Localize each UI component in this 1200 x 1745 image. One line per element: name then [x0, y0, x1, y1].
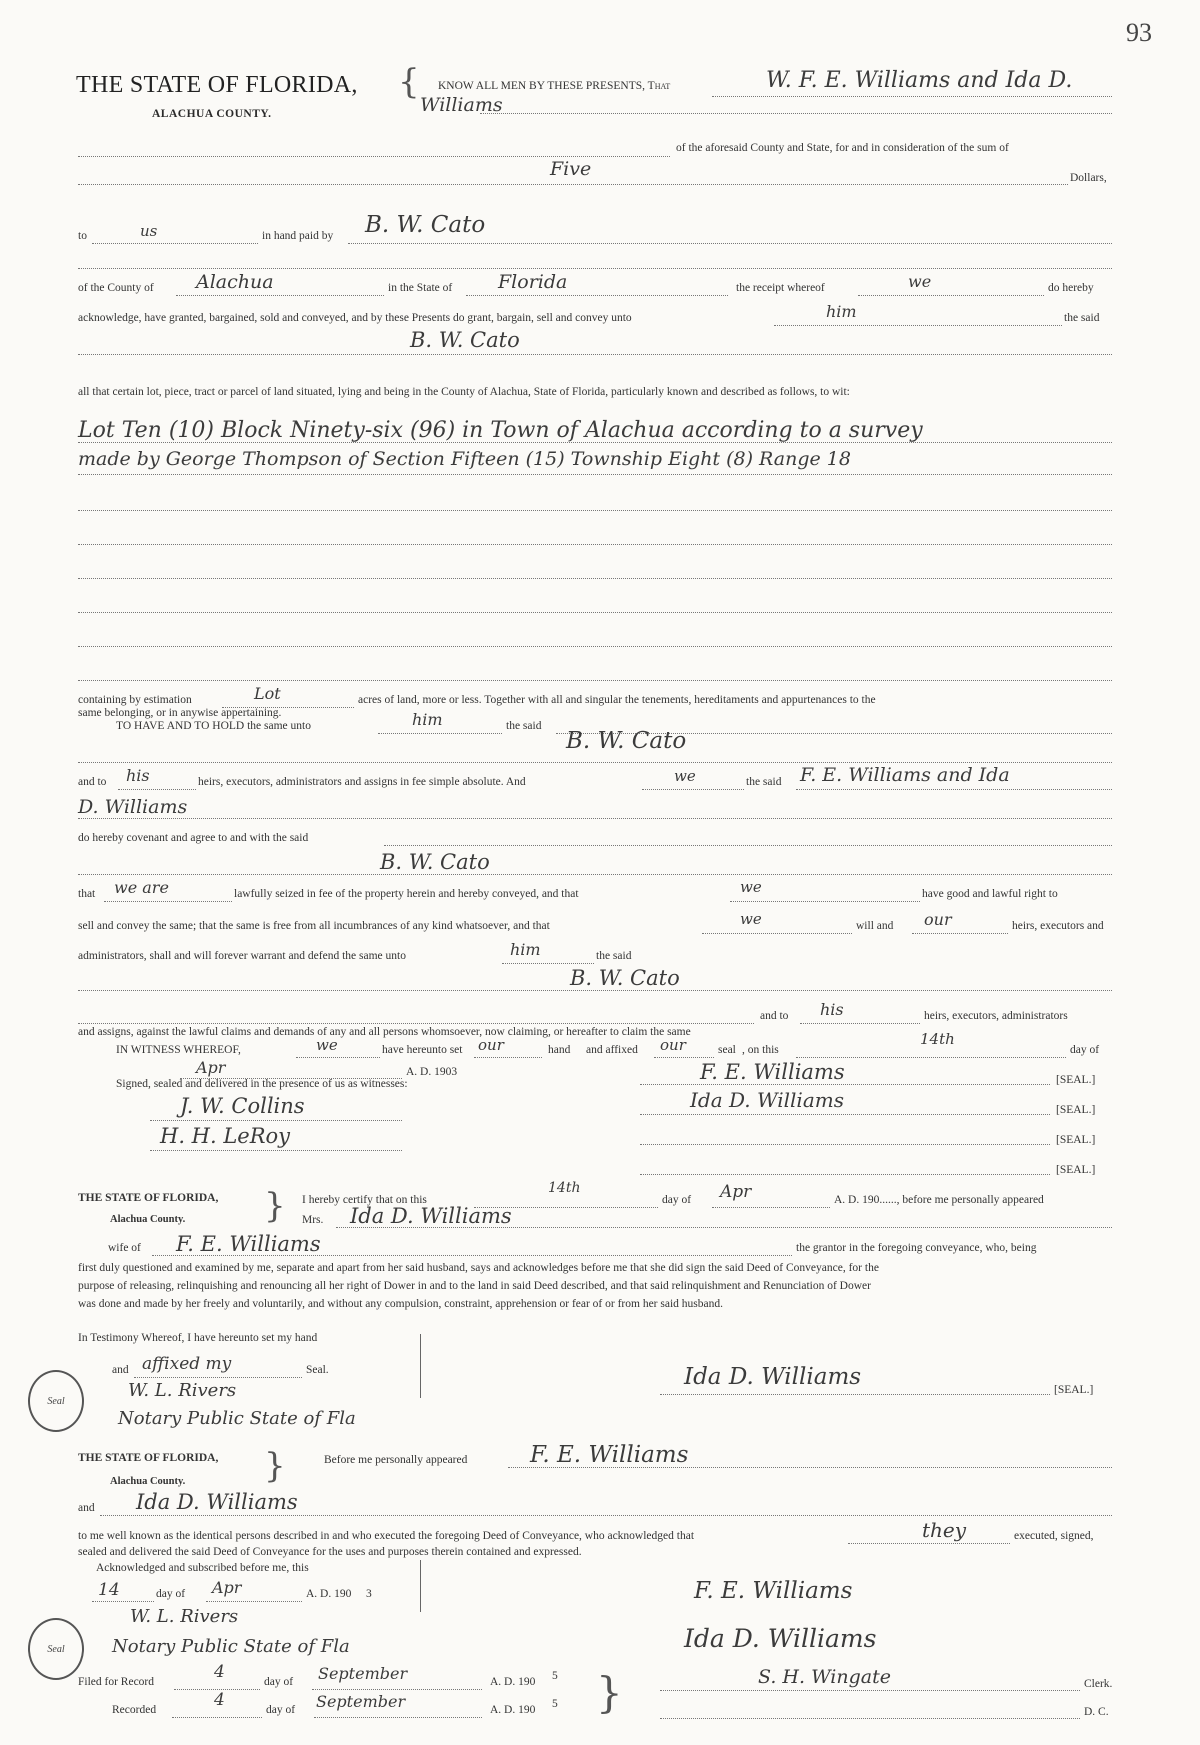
witness1-hw: J. W. Collins: [180, 1094, 305, 1118]
lawfully-text: lawfully seized in fee of the property herein and hereby conveyed, and that: [234, 888, 579, 900]
covenant-text: do hereby covenant and agree to and with the said: [78, 832, 309, 844]
same-belonging-text: same belonging, or in anywise appertaining.: [78, 707, 282, 719]
clerk-text: Clerk.: [1084, 1678, 1113, 1690]
in-hand-paid-text: in hand paid by: [262, 230, 334, 242]
ack-acknowledged: Acknowledged and subscribed before me, this: [96, 1562, 309, 1574]
ad-1903-text: A. D. 1903: [406, 1066, 458, 1078]
ack-state: THE STATE OF FLORIDA,: [78, 1452, 219, 1464]
the-said3-text: the said: [746, 776, 782, 788]
our-hand-hw: our: [478, 1036, 504, 1054]
that-text: that: [78, 888, 96, 900]
clerk-hw: S. H. Wingate: [758, 1666, 891, 1688]
ack-text-2: sealed and delivered the said Deed of Conveyance for the uses and purposes therein contained and expressed.: [78, 1546, 582, 1558]
the-said2-text: the said: [506, 720, 542, 732]
filed-ad: A. D. 190: [490, 1676, 536, 1688]
rec-ad: A. D. 190: [490, 1704, 536, 1716]
dower-notary-hw: W. L. Rivers: [128, 1380, 237, 1401]
ack-day-of: day of: [156, 1588, 186, 1600]
notary-seal-2: Seal: [28, 1618, 84, 1680]
state-title: THE STATE OF FLORIDA,: [76, 72, 358, 98]
filed-text: Filed for Record: [78, 1676, 155, 1688]
will-and-text: will and: [856, 920, 894, 932]
dower-day-of: day of: [662, 1194, 692, 1206]
dower-seal: Seal.: [306, 1364, 329, 1376]
acres-hw: Lot: [254, 684, 281, 703]
covenant-name-hw: B. W. Cato: [380, 850, 490, 874]
seal-label-2: [SEAL.]: [1056, 1104, 1096, 1116]
seal-text: seal: [718, 1044, 736, 1056]
containing-text: containing by estimation: [78, 694, 192, 706]
sum-hw: Five: [550, 158, 592, 180]
and-to-hw: his: [126, 766, 150, 785]
dower-grantor: the grantor in the foregoing conveyance, who, being: [796, 1242, 1037, 1254]
ack-text-1: to me well known as the identical persons described in and who executed the foregoing Deed of Conveyance, who acknowledged that: [78, 1530, 695, 1542]
heirs-exec3-text: heirs, executors, administrators: [924, 1010, 1068, 1022]
rec-day-hw: 4: [214, 1690, 225, 1710]
county-hw: Alachua: [196, 271, 274, 293]
filing-brace: }: [596, 1668, 623, 1717]
description-hw-1: Lot Ten (10) Block Ninety-six (96) in Town of Alachua according to a survey: [78, 418, 923, 443]
and-to-his-hw: his: [820, 1000, 844, 1019]
said-name4-hw: B. W. Cato: [570, 966, 680, 990]
to-have-text: TO HAVE AND TO HOLD the same unto: [116, 720, 311, 732]
ack-sig1-hw: F. E. Williams: [694, 1578, 853, 1604]
ack-sig2-hw: Ida D. Williams: [684, 1624, 877, 1653]
dower-county: Alachua County.: [110, 1214, 186, 1225]
and-hw: we: [674, 767, 696, 785]
brace: {: [398, 62, 420, 102]
defend-unto-hw: him: [510, 940, 541, 959]
dower-month-hw: Apr: [720, 1182, 752, 1202]
have-good-text: have good and lawful right to: [922, 888, 1058, 900]
receipt-hw: we: [908, 272, 932, 291]
dower-notary-title-hw: Notary Public State of Fla: [118, 1408, 356, 1429]
month-hw: Apr: [196, 1058, 226, 1077]
ack-brace: }: [264, 1446, 286, 1486]
and-affixed-text: and affixed: [586, 1044, 638, 1056]
dower-wife-hw: F. E. Williams: [176, 1232, 321, 1256]
dower-mrs-hw: Ida D. Williams: [350, 1204, 512, 1228]
ack-notary-hw: W. L. Rivers: [130, 1606, 239, 1627]
unto2-hw: him: [412, 710, 443, 729]
page-number: 93: [1126, 18, 1152, 47]
will-our-hw: our: [924, 910, 952, 929]
description-hw-2: made by George Thompson of Section Fifteen (15) Township Eight (8) Range 18: [78, 448, 851, 470]
dc-text: D. C.: [1084, 1706, 1109, 1718]
to-text: to: [78, 230, 87, 242]
filed-day-hw: 4: [214, 1662, 225, 1682]
administrators-text: administrators, shall and will forever warrant and defend the same unto: [78, 950, 406, 962]
dower-certify: I hereby certify that on this: [302, 1194, 427, 1206]
in-state-text: in the State of: [388, 282, 453, 294]
dower-wife-of: wife of: [108, 1242, 141, 1254]
dower-brace: }: [264, 1186, 286, 1226]
said-grantors-hw-1: F. E. Williams and Ida: [800, 764, 1010, 786]
ack-county: Alachua County.: [110, 1476, 186, 1487]
notary-seal-1: Seal: [28, 1370, 84, 1432]
incumbrances-we-hw: we: [740, 910, 762, 928]
paid-by-hw: B. W. Cato: [365, 212, 486, 238]
ack-before-me: Before me personally appeared: [324, 1454, 468, 1466]
ack-month-hw: Apr: [212, 1578, 242, 1597]
said-name2-hw: B. W. Cato: [566, 728, 687, 754]
ack-and-hw: Ida D. Williams: [136, 1490, 298, 1514]
our-seal-hw: our: [660, 1036, 686, 1054]
and-assigns-text: and assigns, against the lawful claims and demands of any and all persons whomsoever, now claiming, or hereafter to claim the same: [78, 1026, 691, 1038]
convey-unto-hw: him: [826, 302, 857, 321]
aforesaid-text: of the aforesaid County and State, for and in consideration of the sum of: [676, 142, 1009, 154]
rec-day-of: day of: [266, 1704, 296, 1716]
the-said-text: the said: [1064, 312, 1100, 324]
dower-testimony: In Testimony Whereof, I have hereunto set my hand: [78, 1332, 318, 1344]
to-name-hw: us: [140, 222, 158, 240]
acknowledge-text: acknowledge, have granted, bargained, sold and conveyed, and by these Presents do grant, bargain, sell and convey unto: [78, 312, 632, 324]
of-county-text: of the County of: [78, 282, 154, 294]
dower-text-2: purpose of releasing, relinquishing and renouncing all her right of Dower in and to the land in said Deed described, and that said relinquishment and Renunciation of Dower: [78, 1280, 871, 1292]
on-this-text: , on this: [742, 1044, 779, 1056]
that-we-hw: we: [740, 878, 762, 896]
sig2-hw: Ida D. Williams: [690, 1088, 844, 1112]
filed-day-of: day of: [264, 1676, 294, 1688]
seal-label-1: [SEAL.]: [1056, 1074, 1096, 1086]
in-witness-text: IN WITNESS WHEREOF,: [116, 1044, 241, 1056]
dower-mrs: Mrs.: [302, 1214, 324, 1226]
signed-sealed-text: Signed, sealed and delivered in the presence of us as witnesses:: [116, 1078, 408, 1090]
grantors-hw-2: Williams: [420, 94, 503, 116]
day-of-text: day of: [1070, 1044, 1100, 1056]
heirs-exec2-text: heirs, executors and: [1012, 920, 1104, 932]
ack-appeared-hw: F. E. Williams: [530, 1442, 689, 1468]
know-all-text: KNOW ALL MEN BY THESE PRESENTS, That: [438, 80, 671, 92]
seal-label-4: [SEAL.]: [1056, 1164, 1096, 1176]
ack-day-hw: 14: [98, 1580, 120, 1600]
dower-text-3: was done and made by her freely and voluntarily, and without any compulsion, constraint, apprehension or fear of or from her said husband.: [78, 1298, 723, 1310]
county-title: ALACHUA COUNTY.: [152, 108, 272, 120]
rec-month-hw: September: [316, 1692, 406, 1711]
the-said4-text: the said: [596, 950, 632, 962]
dower-day-hw: 14th: [548, 1180, 581, 1196]
dower-sig-hw: Ida D. Williams: [684, 1364, 862, 1390]
receipt-text: the receipt whereof: [736, 282, 825, 294]
the-said-name-hw: B. W. Cato: [410, 328, 520, 352]
ack-and: and: [78, 1502, 95, 1514]
do-hereby-text: do hereby: [1048, 282, 1094, 294]
acres-text: acres of land, more or less. Together with all and singular the tenements, hereditaments and appurtenances to the: [358, 694, 876, 706]
witness2-hw: H. H. LeRoy: [160, 1124, 291, 1148]
ack-year-hw: 3: [366, 1588, 372, 1600]
recorded-text: Recorded: [112, 1704, 157, 1716]
state-hw: Florida: [498, 271, 568, 293]
filed-year-hw: 5: [552, 1670, 558, 1682]
seal-label-3: [SEAL.]: [1056, 1134, 1096, 1146]
dower-affixed-hw: affixed my: [142, 1354, 232, 1374]
ack-they-hw: they: [922, 1518, 967, 1542]
said-grantors-hw-2: D. Williams: [78, 796, 188, 818]
all-that-text: all that certain lot, piece, tract or parcel of land situated, lying and being in the County of Alachua, State of Florida, particularly known and described as follows, to wit:: [78, 386, 850, 398]
sell-convey-text: sell and convey the same; that the same is free from all incumbrances of any kind whatsoever, and that: [78, 920, 550, 932]
and-to2-text: and to: [760, 1010, 789, 1022]
have-hereunto-text: have hereunto set: [382, 1044, 463, 1056]
heirs-exec-text: heirs, executors, administrators and assigns in fee simple absolute. And: [198, 776, 526, 788]
day-hw: 14th: [920, 1030, 955, 1048]
dower-and: and: [112, 1364, 129, 1376]
dower-state: THE STATE OF FLORIDA,: [78, 1192, 219, 1204]
that-we-are-hw: we are: [114, 878, 169, 897]
dollars-text: Dollars,: [1070, 172, 1107, 184]
ack-executed: executed, signed,: [1014, 1530, 1094, 1542]
filed-month-hw: September: [318, 1664, 408, 1683]
dower-text-1: first duly questioned and examined by me, separate and apart from her said husband, says and acknowledges before me that she did sign the said Deed of Conveyance, for the: [78, 1262, 879, 1274]
and-to-text: and to: [78, 776, 107, 788]
witness-we-hw: we: [316, 1036, 338, 1054]
hand-text: hand: [548, 1044, 571, 1056]
dower-ad: A. D. 190......, before me personally appeared: [834, 1194, 1044, 1206]
sig1-hw: F. E. Williams: [700, 1060, 845, 1084]
ack-ad: A. D. 190: [306, 1588, 352, 1600]
grantors-hw-1: W. F. E. Williams and Ida D.: [766, 68, 1073, 93]
rec-year-hw: 5: [552, 1698, 558, 1710]
dower-seal-label: [SEAL.]: [1054, 1384, 1094, 1396]
ack-notary-title-hw: Notary Public State of Fla: [112, 1636, 350, 1657]
